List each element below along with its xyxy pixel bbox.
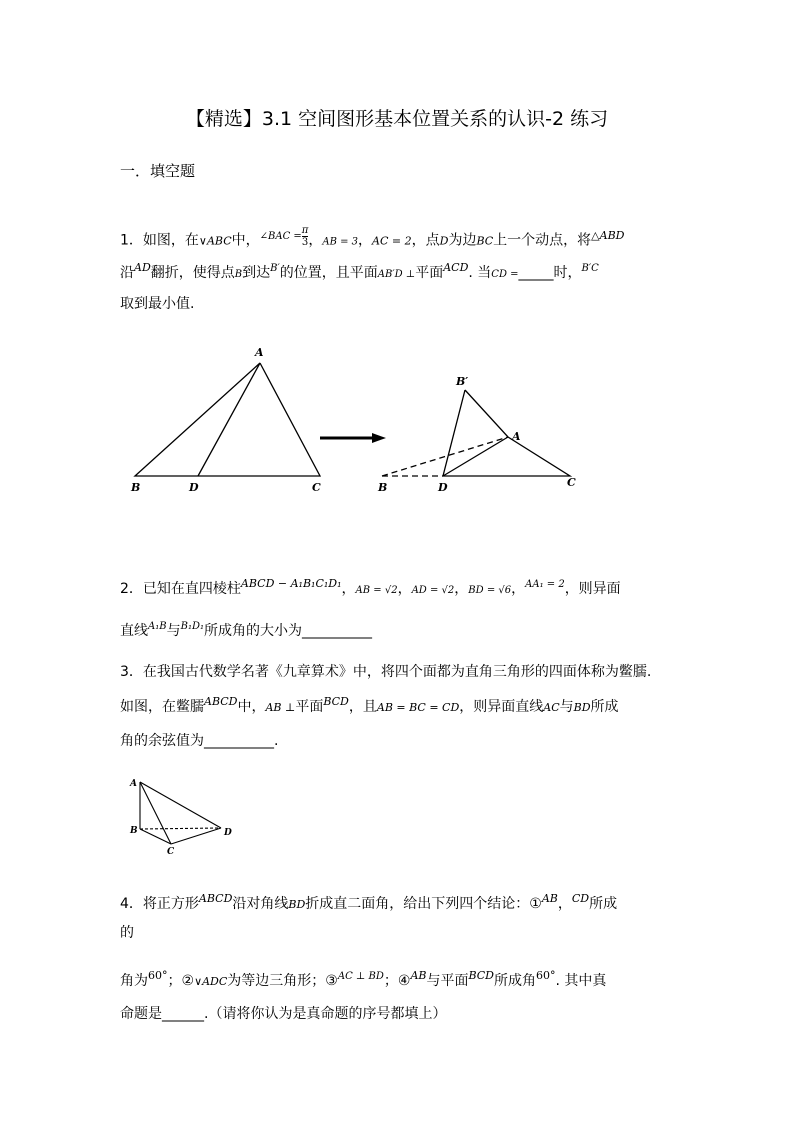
q2-text: ，则异面 xyxy=(564,581,621,597)
q1-text: 沿 xyxy=(120,265,134,281)
folded-outline xyxy=(443,390,570,476)
q4-text: 角为 xyxy=(120,973,148,989)
q3-ab: AB ⊥ xyxy=(265,701,296,714)
q2-comma: ， xyxy=(454,581,469,597)
q3-text: ，且 xyxy=(348,699,377,715)
edge-bd-dashed xyxy=(140,828,221,829)
q3-text: ，则异面直线 xyxy=(459,699,544,715)
fraction-denominator: 3 xyxy=(301,237,309,248)
q4-text: ；④ xyxy=(383,973,411,989)
q1-text: . 当 xyxy=(468,265,492,281)
q2-comma: ， xyxy=(511,581,526,597)
q4-ac-perp-bd: AC ⊥ BD xyxy=(337,971,384,982)
q4-angle-60b: 60° xyxy=(536,969,556,982)
q1-text: 为边 xyxy=(448,232,477,249)
figure-1 xyxy=(120,340,600,500)
q1-cd: CD = xyxy=(491,269,519,280)
q1-plane-abpd: AB′D ⊥ xyxy=(377,269,416,280)
segment-da xyxy=(443,437,508,476)
page-title: 【精选】3.1 空间图形基本位置关系的认识-2 练习 xyxy=(185,108,609,130)
segment-ad xyxy=(198,363,260,476)
q3-line1: 3．在我国古代数学名著《九章算术》中，将四个面都为直角三角形的四面体称为鳖臑. xyxy=(120,664,652,680)
label-c: C xyxy=(312,481,321,494)
q1-text: 中， xyxy=(231,232,260,249)
tetrahedron-edges xyxy=(140,782,221,844)
q2-comma: ， xyxy=(397,581,412,597)
q3-bcd: BCD xyxy=(323,695,349,708)
edge-cd xyxy=(171,828,221,844)
q4-text: 为等边三角形；③ xyxy=(227,973,338,989)
q4-text: 所成 xyxy=(589,896,618,912)
label-b: B xyxy=(131,481,141,494)
q1-abd: △ABD xyxy=(591,228,625,242)
q4-cd: CD xyxy=(571,892,590,905)
q4-abcd: ABCD xyxy=(198,892,233,905)
q4-text: 与平面 xyxy=(426,973,469,989)
label-d: D xyxy=(189,481,199,494)
q1-triangle: ∨ABC xyxy=(198,234,232,248)
q4-bcd: BCD xyxy=(468,969,494,982)
q4-text: 4．将正方形 xyxy=(120,896,199,912)
q1-bpc: B′C xyxy=(581,263,599,274)
label-a2: A xyxy=(512,430,521,443)
q3-equality: AB = BC = CD xyxy=(376,701,460,714)
q1-text: 到达 xyxy=(242,265,271,281)
q1-text: 上一个动点，将 xyxy=(493,232,592,249)
q4-text: 沿对角线 xyxy=(232,896,289,912)
q4-text: . 其中真 xyxy=(555,973,607,989)
q1-line3: 取到最小值. xyxy=(120,296,195,312)
q4-adc: ∨ADC xyxy=(194,975,228,988)
q1-ad: AD xyxy=(134,261,151,274)
q2-line2 xyxy=(120,620,372,640)
q3-text: 中， xyxy=(237,699,266,715)
q2-text: 直线 xyxy=(120,623,148,639)
fig1-arrow xyxy=(320,433,386,443)
q1-comma: ， xyxy=(358,232,373,249)
q1-ab: AB = 3 xyxy=(322,236,359,248)
q2-ab: AB = √2 xyxy=(355,585,398,596)
q4-angle-60: 60° xyxy=(148,969,168,982)
q2-ad: AD = √2 xyxy=(411,585,455,596)
q1-b: B xyxy=(234,269,243,280)
edge-ad xyxy=(140,782,221,828)
q3-abcd: ABCD xyxy=(204,695,238,708)
q1-acd: ACD xyxy=(443,261,469,274)
q2-b1d1: B₁D₁ xyxy=(180,621,204,632)
q3-line2 xyxy=(120,696,619,716)
label-a3: A xyxy=(130,779,137,789)
q3-ac: AC xyxy=(543,701,560,714)
q2-prism: ABCD − A₁B₁C₁D₁ xyxy=(240,577,342,590)
label-a: A xyxy=(255,346,264,359)
fig1-left-triangle xyxy=(135,363,320,476)
figure-3-tetrahedron xyxy=(120,770,250,860)
q1-fraction xyxy=(302,225,309,248)
q2-a1b: A₁B xyxy=(148,621,167,632)
label-b3: B xyxy=(130,826,138,836)
q4-text: 所成角 xyxy=(494,973,536,989)
edge-bc xyxy=(140,829,171,844)
q4-line1 xyxy=(120,893,617,913)
q1-text: 平面 xyxy=(415,265,444,281)
label-bprime: B′ xyxy=(456,375,469,388)
triangle-abc xyxy=(135,363,320,476)
fraction-numerator: π xyxy=(301,225,309,236)
q1-blank: _____时， xyxy=(518,265,582,281)
q2-text: 与 xyxy=(166,623,181,639)
label-c3: C xyxy=(167,847,175,857)
q1-comma: ， xyxy=(308,232,323,249)
q4-text: 折成直二面角，给出下列四个结论：① xyxy=(305,896,542,912)
q4-text: ；② xyxy=(167,973,195,989)
q2-blank: 所成角的大小为__________ xyxy=(203,623,372,639)
q3-text: 所成 xyxy=(590,699,619,715)
q1-text: 的位置，且平面 xyxy=(279,265,378,281)
label-d2: D xyxy=(438,481,448,494)
q3-line3: 角的余弦值为__________. xyxy=(120,733,279,749)
q1-ac: AC = 2 xyxy=(372,234,412,248)
q2-bd: BD = √6 xyxy=(468,585,512,596)
q1-bprime: B′ xyxy=(270,263,280,274)
q1-prefix: 1．如图，在 xyxy=(120,232,199,249)
q4-ab2: AB xyxy=(410,969,427,982)
q1-line1 xyxy=(120,225,625,252)
label-c2: C xyxy=(567,476,576,489)
q4-line2: 的 xyxy=(120,925,134,941)
q1-text: 翻折，使得点 xyxy=(150,265,235,281)
q1-text: ，点 xyxy=(411,232,440,249)
q2-comma: ， xyxy=(341,581,356,597)
q2-aa1: AA₁ = 2 xyxy=(525,579,565,590)
q3-text: 平面 xyxy=(295,699,324,715)
q4-line4: 命题是______.（请将你认为是真命题的序号都填上） xyxy=(120,1006,447,1022)
label-d3: D xyxy=(224,828,232,838)
q3-text: 与 xyxy=(559,699,574,715)
q1-angle: ∠BAC = xyxy=(259,230,302,242)
q4-bd: BD xyxy=(288,898,306,911)
section-heading: 一．填空题 xyxy=(120,162,196,180)
q1-bc: BC xyxy=(476,234,494,248)
q2-prefix: 2．已知在直四棱柱 xyxy=(120,581,241,597)
q4-ab: AB xyxy=(541,892,558,905)
q4-text: ， xyxy=(557,896,572,912)
q3-text: 如图，在鳖臑 xyxy=(120,699,204,715)
q1-line2 xyxy=(120,262,599,282)
q2-line1 xyxy=(120,578,621,598)
fig1-right-figure xyxy=(382,390,570,476)
q1-d: D xyxy=(439,234,449,248)
label-b2: B xyxy=(378,481,388,494)
q3-bd: BD xyxy=(573,701,591,714)
q4-line3 xyxy=(120,970,606,990)
